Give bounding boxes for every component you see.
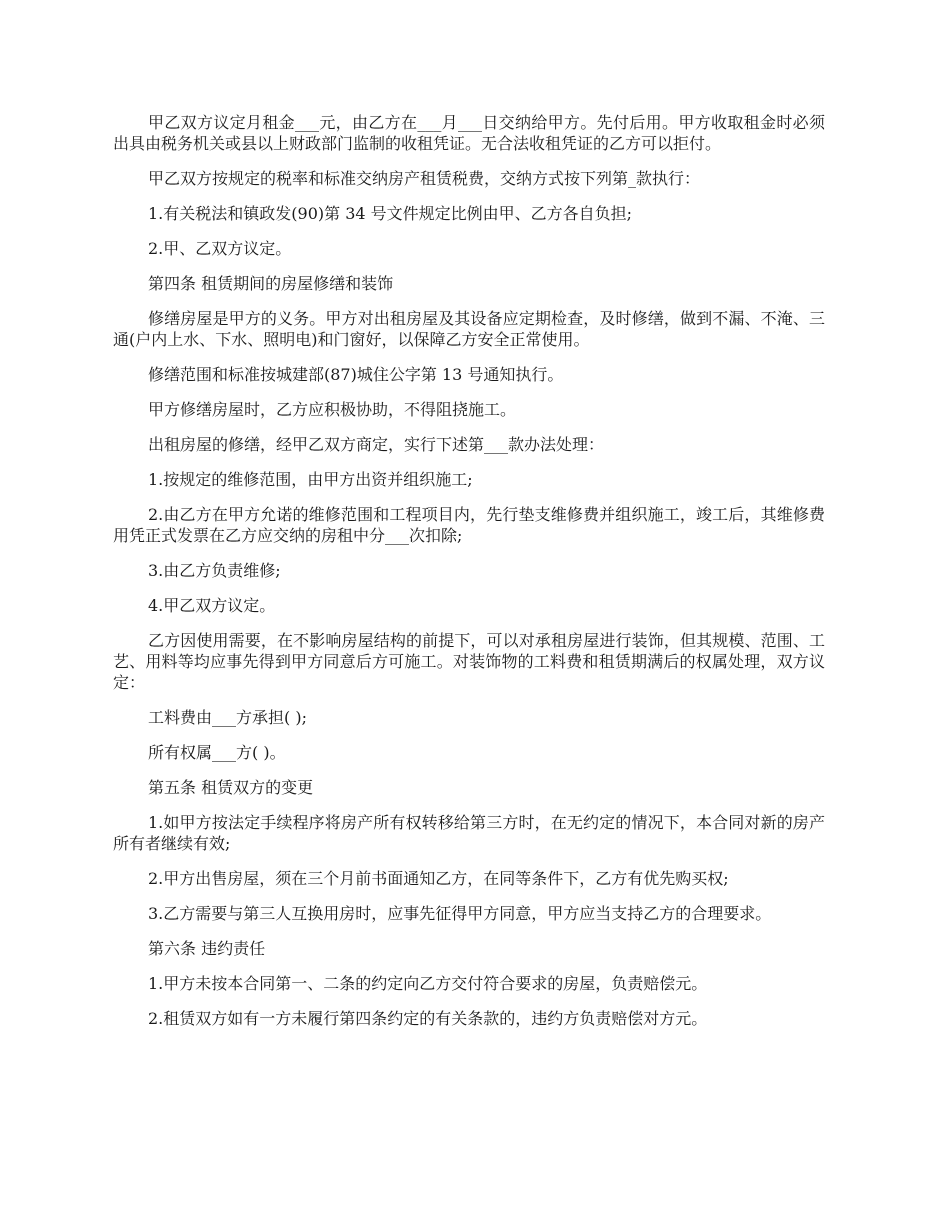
paragraph-repair-option-1: 1.按规定的维修范围，由甲方出资并组织施工; [148,470,473,489]
paragraph-decoration: 乙方因使用需要，在不影响房屋结构的前提下，可以对承租房屋进行装饰，但其规模、范围、工艺、用料等均应事先得到甲方同意后方可施工。对装饰物的工料费和租赁期满后的权属处理，双方议定： [113,631,825,692]
document-body [113,112,825,1043]
paragraph-breach-2: 2.租赁双方如有一方未履行第四条约定的有关条款的，违约方负责赔偿对方元。 [148,1009,708,1028]
paragraph-tax-option-1: 1.有关税法和镇政发(90)第 34 号文件规定比例由甲、乙方各自负担; [148,204,633,223]
paragraph-tax-option-2: 2.甲、乙双方议定。 [148,239,292,258]
paragraph-tax-payment: 甲乙双方按规定的税率和标准交纳房产租赁税费，交纳方式按下列第_款执行： [148,169,701,188]
paragraph-change-2: 2.甲方出售房屋，须在三个月前书面通知乙方，在同等条件下，乙方有优先购买权; [148,869,729,888]
paragraph-breach-1: 1.甲方未按本合同第一、二条的约定向乙方交付符合要求的房屋，负责赔偿元。 [148,974,708,993]
paragraph-material-cost: 工料费由___方承担( ); [148,708,307,727]
paragraph-repair-method: 出租房屋的修缮，经甲乙双方商定，实行下述第___款办法处理： [148,435,605,454]
paragraph-repair-option-2: 2.由乙方在甲方允诺的维修范围和工程项目内，先行垫支维修费并组织施工，竣工后，其维修费用凭正式发票在乙方应交纳的房租中分___次扣除; [113,505,825,545]
paragraph-change-3: 3.乙方需要与第三人互换用房时，应事先征得甲方同意，甲方应当支持乙方的合理要求。 [148,904,772,923]
paragraph-repair-scope: 修缮范围和标准按城建部(87)城住公字第 13 号通知执行。 [148,365,564,384]
paragraph-rent-payment: 甲乙双方议定月租金___元，由乙方在___月___日交纳给甲方。先付后用。甲方收取租金时必须出具由税务机关或县以上财政部门监制的收租凭证。无合法收租凭证的乙方可以拒付。 [113,113,825,153]
paragraph-ownership: 所有权属___方( )。 [148,743,286,762]
paragraph-repair-cooperation: 甲方修缮房屋时，乙方应积极协助，不得阻挠施工。 [148,400,517,419]
section-heading-article-6: 第六条 违约责任 [148,939,266,958]
paragraph-repair-duty: 修缮房屋是甲方的义务。甲方对出租房屋及其设备应定期检查，及时修缮，做到不漏、不淹、三通(户内上水、下水、照明电)和门窗好，以保障乙方安全正常使用。 [113,309,825,349]
section-heading-article-4: 第四条 租赁期间的房屋修缮和装饰 [148,274,394,293]
paragraph-repair-option-4: 4.甲乙双方议定。 [148,596,276,615]
paragraph-repair-option-3: 3.由乙方负责维修; [148,561,281,580]
section-heading-article-5: 第五条 租赁双方的变更 [148,778,314,797]
paragraph-change-1: 1.如甲方按法定手续程序将房产所有权转移给第三方时，在无约定的情况下，本合同对新的房产所有者继续有效; [113,813,825,853]
